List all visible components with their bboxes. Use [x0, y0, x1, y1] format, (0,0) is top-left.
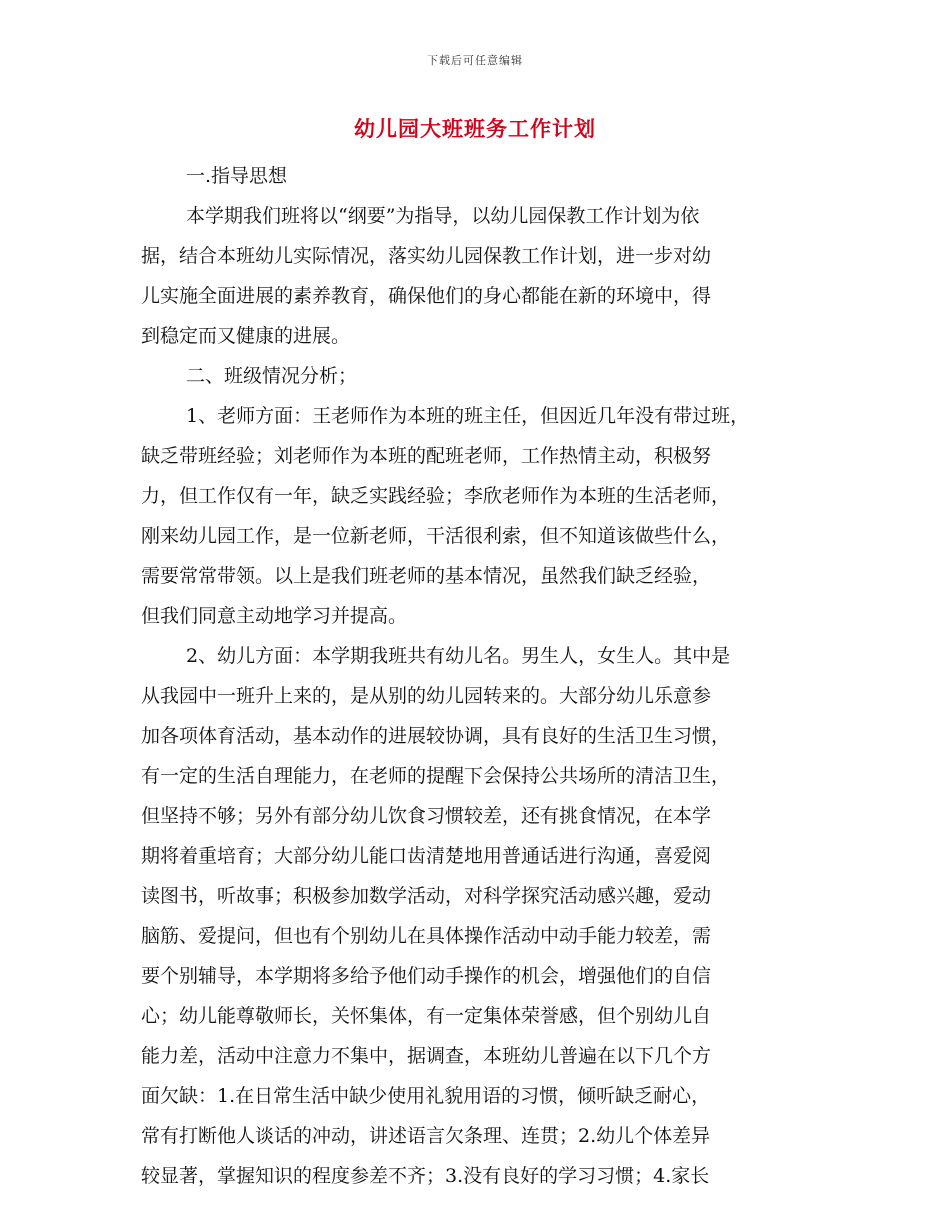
paragraph-line: 心；幼儿能尊敬师长，关怀集体，有一定集体荣誉感，但个别幼儿自 [141, 1005, 712, 1027]
page-header-note: 下载后可任意编辑 [427, 54, 523, 67]
paragraph-line: 到稳定而又健康的进展。 [141, 325, 351, 347]
paragraph-line: 本学期我们班将以“纲要”为指导，以幼儿园保教工作计划为依 [186, 205, 700, 227]
paragraph-line: 需要常常带领。以上是我们班老师的基本情况，虽然我们缺乏经验， [141, 565, 712, 587]
paragraph-line: 从我园中一班升上来的，是从别的幼儿园转来的。大部分幼儿乐意参 [141, 685, 712, 707]
section-heading-guiding-ideology: 一.指导思想 [186, 165, 288, 187]
paragraph-line: 常有打断他人谈话的冲动，讲述语言欠条理、连贯；2.幼儿个体差异 [141, 1125, 711, 1147]
paragraph-line: 面欠缺：1.在日常生活中缺少使用礼貌用语的习惯，倾听缺乏耐心， [141, 1085, 711, 1107]
paragraph-line: 读图书，听故事；积极参加数学活动，对科学探究活动感兴趣，爱动 [141, 885, 712, 907]
paragraph-line: 据，结合本班幼儿实际情况，落实幼儿园保教工作计划，进一步对幼 [141, 245, 712, 267]
paragraph-line: 但我们同意主动地学习并提高。 [141, 605, 408, 627]
paragraph-line: 儿实施全面进展的素养教育，确保他们的身心都能在新的环境中，得 [141, 285, 712, 307]
section-heading-class-analysis: 二、班级情况分析； [186, 365, 358, 387]
paragraph-line: 力，但工作仅有一年，缺乏实践经验；李欣老师作为本班的生活老师， [141, 485, 731, 507]
paragraph-line: 2、幼儿方面：本学期我班共有幼儿名。男生人，女生人。其中是 [186, 645, 731, 667]
paragraph-line: 加各项体育活动，基本动作的进展较协调，具有良好的生活卫生习惯， [141, 725, 731, 747]
paragraph-line: 有一定的生活自理能力，在老师的提醒下会保持公共场所的清洁卫生， [141, 765, 731, 787]
paragraph-line: 1、老师方面：王老师作为本班的班主任，但因近几年没有带过班， [186, 405, 750, 427]
paragraph-line: 刚来幼儿园工作，是一位新老师，干活很利索，但不知道该做些什么， [141, 525, 731, 547]
document-title: 幼儿园大班班务工作计划 [354, 116, 596, 141]
paragraph-line: 能力差，活动中注意力不集中，据调查，本班幼儿普遍在以下几个方 [141, 1045, 712, 1067]
paragraph-line: 要个别辅导，本学期将多给予他们动手操作的机会，增强他们的自信 [141, 965, 712, 987]
paragraph-line: 但坚持不够；另外有部分幼儿饮食习惯较差，还有挑食情况，在本学 [141, 805, 712, 827]
paragraph-line: 较显著，掌握知识的程度参差不齐；3.没有良好的学习习惯；4.家长 [141, 1165, 710, 1187]
paragraph-line: 缺乏带班经验；刘老师作为本班的配班老师，工作热情主动，积极努 [141, 445, 712, 467]
paragraph-line: 期将着重培育；大部分幼儿能口齿清楚地用普通话进行沟通，喜爱阅 [141, 845, 712, 867]
paragraph-line: 脑筋、爱提问，但也有个别幼儿在具体操作活动中动手能力较差，需 [141, 925, 712, 947]
